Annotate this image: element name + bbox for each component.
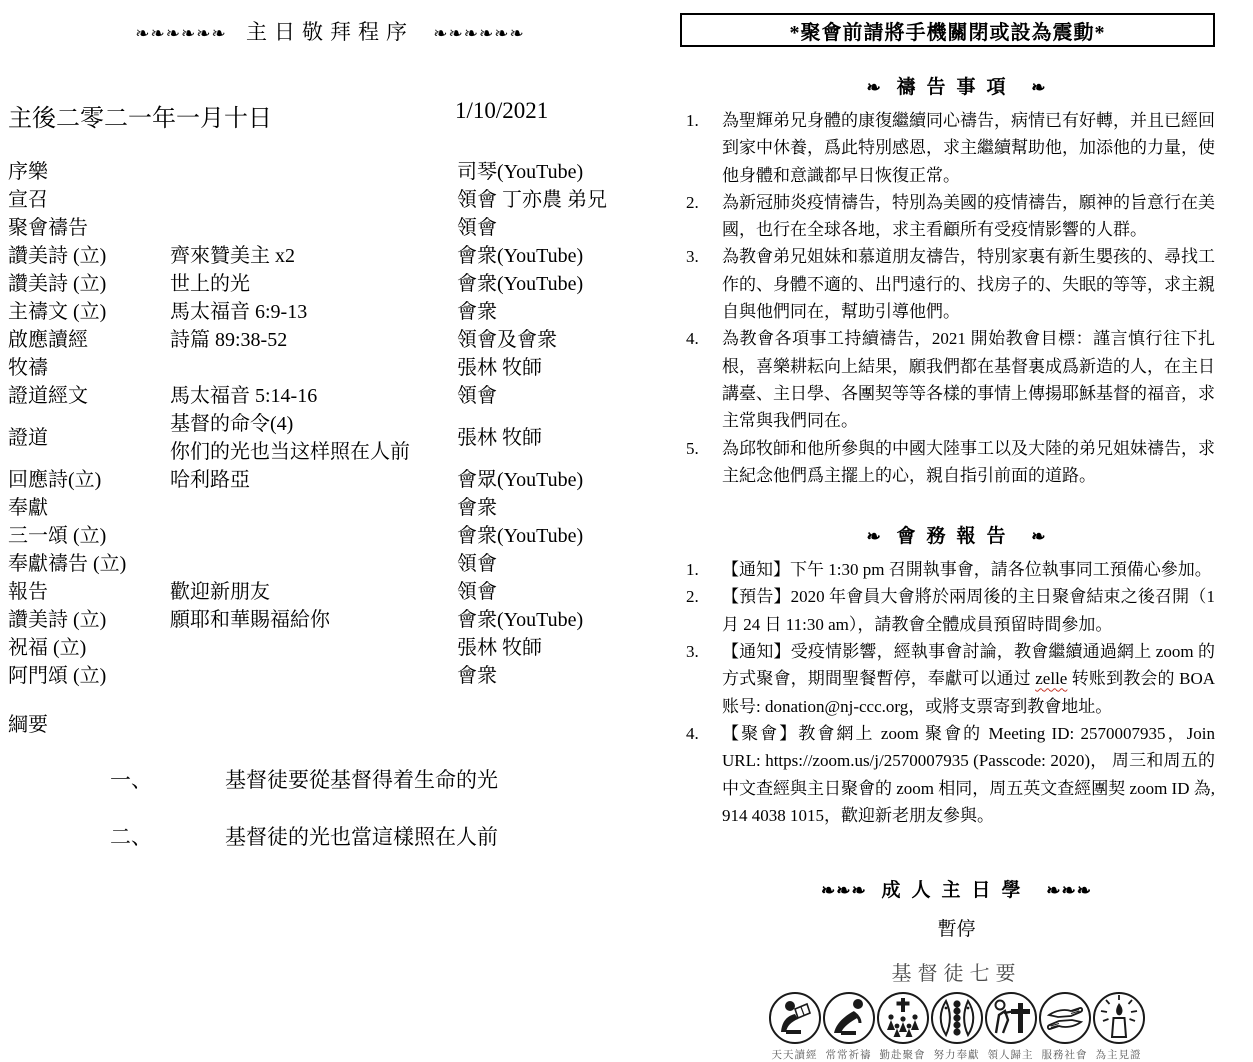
- report-item: [686, 583, 1215, 638]
- announcements-column: [660, 0, 1253, 1062]
- program-item: 啟應讀經: [8, 329, 88, 351]
- program-row: [0, 354, 660, 382]
- praying-icon: [822, 991, 876, 1045]
- program-item: 聚會禱告: [8, 217, 88, 239]
- program-row: [0, 494, 660, 522]
- gathering-icon: [876, 991, 930, 1045]
- item-text: 【通知】下午 1:30 pm 召開執事會，請各位執事同工預備心參加。: [722, 560, 1212, 580]
- program-role: 會眾(YouTube): [457, 469, 584, 491]
- program-row: [0, 578, 660, 606]
- essential-item: [1092, 991, 1146, 1062]
- item-number: 2.: [686, 587, 699, 607]
- program-item: 讚美詩 (立): [8, 245, 107, 267]
- prayer-item: [686, 325, 1215, 434]
- program-row: [0, 186, 660, 214]
- program-item: 祝福 (立): [8, 637, 87, 659]
- outline-number: 二、: [110, 825, 152, 849]
- phone-notice-text: *聚會前請將手機關閉或設為震動*: [789, 21, 1106, 44]
- program-role: 張林 牧師: [457, 637, 542, 659]
- item-text: 【預告】2020 年會員大會將於兩周後的主日聚會結束之後召開（1 月 24 日 11:30 am），請教會全體成員預留時間參加。: [722, 587, 1215, 634]
- program-role: 張林 牧師: [457, 427, 542, 449]
- item-text: [722, 638, 1215, 720]
- program-content: 願耶和華賜福給你: [170, 609, 330, 631]
- prayer-list: [686, 107, 1215, 489]
- program-content: 世上的光: [170, 273, 250, 295]
- essential-label: 領人歸主: [987, 1049, 1034, 1062]
- reports-list: [686, 556, 1215, 829]
- program-row: [0, 550, 660, 578]
- item-text: 為新冠肺炎疫情禱告，特別為美國的疫情禱告，願神的旨意行在美國，也行在全球各地，求主看顧所有受疫情影響的人群。: [722, 192, 1215, 240]
- item-number: 1.: [686, 560, 699, 580]
- item-number: 1.: [686, 111, 699, 130]
- essential-label: 努力奉獻: [933, 1049, 980, 1062]
- program-item: 奉獻: [8, 497, 48, 519]
- seven-essentials-row: [660, 991, 1253, 1062]
- program-row: [0, 522, 660, 550]
- program-role: 領會及會衆: [457, 329, 557, 351]
- program-row: [0, 214, 660, 242]
- program-role: 會衆: [457, 497, 497, 519]
- program-item: 讚美詩 (立): [8, 609, 107, 631]
- program-content: 歡迎新朋友: [170, 581, 270, 603]
- evangelism-icon: [984, 991, 1038, 1045]
- program-row: [0, 158, 660, 186]
- seven-essentials-title: 基督徒七要: [891, 963, 1022, 986]
- program-row: [0, 270, 660, 298]
- program-item: 證道經文: [8, 385, 88, 407]
- essential-item: [822, 991, 876, 1062]
- item-text: 【聚會】教會網上 zoom 聚會的 Meeting ID: 2570007935，Join URL: https://zoom.us/j/2570007935 (Passcode: 2020)， 周三和周五的中文查經與主日聚會的 zoom 相同，周五英文查經團契 zoom ID 為, 914 4038 1015，歡迎新老朋友參與。: [722, 723, 1215, 825]
- program-table: [0, 158, 660, 690]
- item-number: 4.: [686, 329, 699, 349]
- sermon-title-line2: 你们的光也当这样照在人前: [170, 441, 410, 463]
- serving-hands-icon: [1038, 991, 1092, 1045]
- report-item: [686, 720, 1215, 829]
- sermon-title-line1: 基督的命令(4): [170, 413, 294, 435]
- program-row: [0, 326, 660, 354]
- program-row: [0, 242, 660, 270]
- date-numeric: 1/10/2021: [455, 98, 549, 123]
- sermon-outline: [0, 708, 660, 851]
- program-content: 齊來贊美主 x2: [170, 245, 295, 267]
- item-text: 為邱牧師和他所參與的中國大陸事工以及大陸的弟兄姐妹禱告，求主紀念他們爲主擺上的心，親自指引前面的道路。: [722, 438, 1215, 485]
- sunday-school-heading-text: 成人主日學: [881, 880, 1032, 902]
- program-role: 會衆(YouTube): [457, 273, 584, 295]
- program-item: 三一頌 (立): [8, 525, 107, 547]
- program-item: 牧禱: [8, 357, 48, 379]
- program-item: 讚美詩 (立): [8, 273, 107, 295]
- prayer-item: [686, 107, 1215, 189]
- reading-bible-icon: [768, 991, 822, 1045]
- item-number: 3.: [686, 247, 699, 267]
- outline-text: 基督徒要從基督得着生命的光: [225, 768, 498, 792]
- date-row: [0, 98, 660, 132]
- report-item: [686, 638, 1215, 720]
- prayer-item: [686, 435, 1215, 490]
- outline-heading: 綱要: [8, 714, 48, 736]
- page-title: 主日敬拜程序: [246, 20, 414, 44]
- prayer-section-heading: [660, 72, 1253, 99]
- ornament-swirl-left: ❧: [866, 78, 882, 97]
- reports-heading-text: 會務報告: [896, 526, 1017, 548]
- program-item: 主禱文 (立): [8, 301, 107, 323]
- program-item: 證道: [8, 427, 48, 449]
- date-chinese: 主後二零二一年一月十日: [8, 106, 272, 132]
- prayer-heading-text: 禱告事項: [896, 77, 1017, 98]
- program-content: 馬太福音 5:14-16: [170, 385, 318, 407]
- item-text-segment: 转账到教会的 BOA 账号: donation@nj-ccc.org，或將支票寄到教會地址。: [722, 669, 1215, 716]
- outline-item: [0, 764, 660, 794]
- program-role: 領會: [457, 581, 497, 603]
- program-content: 哈利路亞: [170, 469, 250, 491]
- program-content: [170, 410, 457, 466]
- ornament-swirl-left: ❧❧❧❧❧❧: [135, 24, 227, 43]
- ornament-swirl-right: ❧❧❧❧❧❧: [433, 24, 525, 43]
- program-item: 宣召: [8, 189, 48, 211]
- essential-label: 天天讀經: [771, 1049, 818, 1062]
- item-text: 為教會各項事工持續禱告，2021 開始教會目標：謹言慎行往下扎根，喜樂耕耘向上結果，願我們都在基督裏成爲新造的人，在主日講臺、主日學、各團契等等各樣的事情上傳揚耶穌基督的福音，求主常與我們同在。: [722, 329, 1215, 431]
- program-role: 領會: [457, 217, 497, 239]
- program-content: 馬太福音 6:9-13: [170, 301, 308, 323]
- program-row: [0, 382, 660, 410]
- seven-essentials-graphic: [660, 957, 1253, 1062]
- item-number: 2.: [686, 192, 699, 212]
- program-role: 會衆(YouTube): [457, 245, 584, 267]
- program-role: 領會 丁亦農 弟兄: [457, 189, 607, 211]
- program-row-sermon: [0, 410, 660, 466]
- essential-item: [768, 991, 822, 1062]
- program-title-row: [0, 16, 660, 46]
- program-role: 領會: [457, 553, 497, 575]
- essential-label: 服務社會: [1041, 1049, 1088, 1062]
- program-item: 報告: [8, 581, 48, 603]
- sunday-school-status: 暫停: [937, 919, 976, 941]
- essential-label: 為主見證: [1095, 1049, 1142, 1062]
- program-item: 奉獻禱告 (立): [8, 553, 127, 575]
- essential-item: [1038, 991, 1092, 1062]
- program-role: 會衆(YouTube): [457, 525, 584, 547]
- program-item: 回應詩(立): [8, 469, 102, 491]
- report-item: [686, 556, 1215, 583]
- outline-number: 一、: [110, 768, 152, 792]
- essential-item: [984, 991, 1038, 1062]
- item-number: 5.: [686, 438, 699, 458]
- essential-item: [876, 991, 930, 1062]
- program-role: 會衆(YouTube): [457, 609, 584, 631]
- program-role: 領會: [457, 385, 497, 407]
- program-role: 司琴(YouTube): [457, 161, 584, 183]
- program-content: 詩篇 89:38-52: [170, 329, 288, 351]
- program-role: 張林 牧師: [457, 357, 542, 379]
- outline-text: 基督徒的光也當這樣照在人前: [225, 825, 498, 849]
- program-item: 阿門頌 (立): [8, 665, 107, 687]
- offering-icon: [930, 991, 984, 1045]
- spellcheck-flagged-word: zelle: [1035, 669, 1068, 689]
- item-text: 為教會弟兄姐妹和慕道朋友禱告，特別家裏有新生嬰孩的、尋找工作的、身體不適的、出門遠行的、找房子的、失眠的等等，求主親自與他們同在，幫助引導他們。: [722, 247, 1215, 322]
- prayer-item: [686, 189, 1215, 244]
- essential-label: 勤赴聚會: [879, 1049, 926, 1062]
- essential-item: [930, 991, 984, 1062]
- program-row: [0, 606, 660, 634]
- outline-item: [0, 821, 660, 851]
- worship-program-column: [0, 0, 660, 851]
- phone-notice-box: [680, 13, 1215, 47]
- ornament-swirl-right: ❧❧❧: [1046, 881, 1092, 901]
- program-row: [0, 466, 660, 494]
- item-number: 4.: [686, 723, 699, 743]
- witness-candle-icon: [1092, 991, 1146, 1045]
- ornament-swirl-left: ❧: [866, 527, 882, 547]
- sunday-school-heading: [660, 875, 1253, 902]
- essential-label: 常常祈禱: [825, 1049, 872, 1062]
- reports-section-heading: [660, 521, 1253, 548]
- item-text: 為聖輝弟兄身體的康復繼續同心禱告，病情已有好轉，并且已經回到家中休養，爲此特別感恩，求主繼續幫助他，加添他的力量，使他身體和意識都早日恢復正常。: [722, 111, 1215, 185]
- program-role: 會衆: [457, 301, 497, 323]
- program-row: [0, 634, 660, 662]
- item-number: 3.: [686, 642, 699, 662]
- program-row: [0, 662, 660, 690]
- program-row: [0, 298, 660, 326]
- ornament-swirl-right: ❧: [1031, 78, 1047, 97]
- ornament-swirl-left: ❧❧❧: [821, 881, 867, 901]
- item-text-segment: 【通知】受疫情影響，經執事會討論，教會繼續通過網上 zoom 的方式聚會，期間聖餐暫停，奉獻可以通过: [722, 642, 1215, 689]
- program-role: 會衆: [457, 665, 497, 687]
- ornament-swirl-right: ❧: [1031, 527, 1047, 547]
- program-item: 序樂: [8, 161, 48, 183]
- prayer-item: [686, 243, 1215, 325]
